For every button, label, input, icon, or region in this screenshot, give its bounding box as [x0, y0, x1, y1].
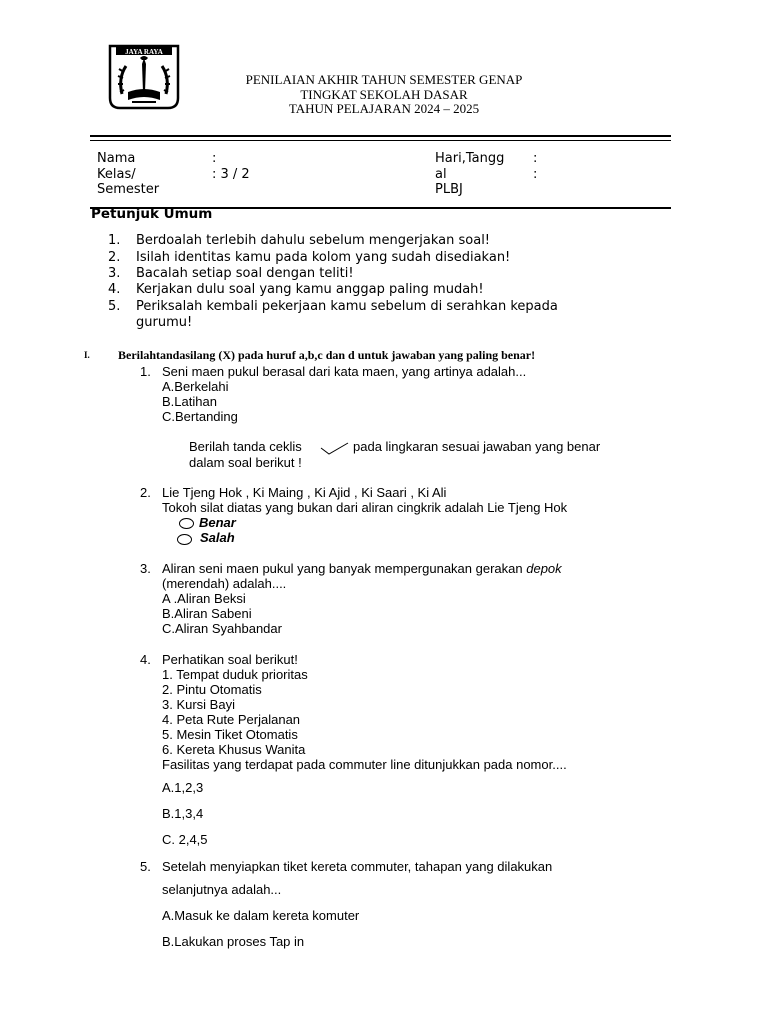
- petunjuk-item-5-cont: gurumu!: [136, 315, 193, 330]
- q4-number: 4.: [140, 652, 151, 667]
- section-title: Berilahtandasilang (X) pada huruf a,b,c dan d untuk jawaban yang paling benar!: [118, 348, 536, 362]
- checkmark-icon: [320, 442, 350, 456]
- hari-tanggal-label-cont: al: [435, 167, 447, 182]
- section-numeral: I.: [84, 350, 90, 360]
- petunjuk-num-5: 5.: [108, 299, 121, 314]
- q3-option-b: B.Aliran Sabeni: [162, 606, 252, 621]
- q2-number: 2.: [140, 485, 151, 500]
- logo-text: JAYA RAYA: [125, 48, 163, 56]
- subject-label: PLBJ: [435, 182, 463, 197]
- q1-option-a: A.Berkelahi: [162, 379, 229, 394]
- semester-label: Semester: [97, 182, 160, 197]
- q3-option-a: A .Aliran Beksi: [162, 591, 246, 606]
- header-title-line3: TAHUN PELAJARAN 2024 – 2025: [288, 101, 480, 116]
- q2-benar-radio[interactable]: [179, 518, 194, 529]
- kelas-value: : 3 / 2: [212, 167, 250, 182]
- plbj-colon: :: [533, 167, 538, 182]
- petunjuk-num-2: 2.: [108, 250, 121, 265]
- petunjuk-item-5: Periksalah kembali pekerjaan kamu sebelum di serahkan kepada: [136, 299, 558, 314]
- q4-question: Fasilitas yang terdapat pada commuter line ditunjukkan pada nomor....: [162, 757, 567, 772]
- q5-option-b: B.Lakukan proses Tap in: [162, 934, 305, 949]
- q1-option-b: B.Latihan: [162, 394, 217, 409]
- q5-number: 5.: [140, 859, 151, 874]
- q4-option-c: C. 2,4,5: [162, 832, 208, 847]
- hari-tanggal-label: Hari,Tangg: [435, 151, 505, 166]
- q3-text: [162, 561, 562, 576]
- q4-text: Perhatikan soal berikut!: [162, 652, 298, 667]
- instruction-text-1: Berilah tanda ceklis: [189, 439, 302, 454]
- petunjuk-num-1: 1.: [108, 233, 121, 248]
- header-rule-thin: [90, 140, 671, 141]
- hari-tanggal-colon: :: [533, 151, 538, 166]
- q5-option-a: A.Masuk ke dalam kereta komuter: [162, 908, 360, 923]
- petunjuk-item-3: Bacalah setiap soal dengan teliti!: [136, 266, 354, 281]
- q1-option-c: C.Bertanding: [162, 409, 238, 424]
- header-title-line2: TINGKAT SEKOLAH DASAR: [300, 87, 468, 102]
- header-rule-thick: [90, 135, 671, 137]
- q3-option-c: C.Aliran Syahbandar: [162, 621, 282, 636]
- q2-salah-label: Salah: [200, 530, 235, 545]
- q2-salah-radio[interactable]: [177, 534, 192, 545]
- q5-text-cont: selanjutnya adalah...: [162, 882, 282, 897]
- petunjuk-num-3: 3.: [108, 266, 121, 281]
- q3-number: 3.: [140, 561, 151, 576]
- header-title-line1: PENILAIAN AKHIR TAHUN SEMESTER GENAP: [245, 72, 523, 87]
- q4-option-b: B.1,3,4: [162, 806, 204, 821]
- petunjuk-item-1: Berdoalah terlebih dahulu sebelum mengerjakan soal!: [136, 233, 491, 248]
- q2-benar-label: Benar: [199, 515, 236, 530]
- q4-list-item-5: 5. Mesin Tiket Otomatis: [162, 727, 298, 742]
- q1-number: 1.: [140, 364, 151, 379]
- kelas-label: Kelas/: [97, 167, 136, 182]
- q3-text-italic: depok: [526, 561, 562, 576]
- petunjuk-item-4: Kerjakan dulu soal yang kamu anggap paling mudah!: [136, 282, 484, 297]
- instruction-text-line2: dalam soal berikut !: [189, 455, 302, 470]
- nama-label: Nama: [97, 151, 136, 166]
- q2-statement: Tokoh silat diatas yang bukan dari aliran cingkrik adalah Lie Tjeng Hok: [162, 500, 568, 515]
- q4-list-item-3: 3. Kursi Bayi: [162, 697, 235, 712]
- instruction-text-2: pada lingkaran sesuai jawaban yang benar: [353, 439, 601, 454]
- q4-list-item-4: 4. Peta Rute Perjalanan: [162, 712, 301, 727]
- petunjuk-num-4: 4.: [108, 282, 121, 297]
- nama-colon: :: [212, 151, 217, 166]
- petunjuk-title: Petunjuk Umum: [91, 206, 213, 222]
- q4-list-item-2: 2. Pintu Otomatis: [162, 682, 262, 697]
- q1-text: Seni maen pukul berasal dari kata maen, yang artinya adalah...: [162, 364, 527, 379]
- q3-text-main: Aliran seni maen pukul yang banyak mempergunakan gerakan: [162, 561, 527, 576]
- q4-list-item-6: 6. Kereta Khusus Wanita: [162, 742, 306, 757]
- q4-list-item-1: 1. Tempat duduk prioritas: [162, 667, 308, 682]
- q5-text: Setelah menyiapkan tiket kereta commuter, tahapan yang dilakukan: [162, 859, 553, 874]
- jaya-raya-logo: [106, 44, 182, 112]
- petunjuk-item-2: Isilah identitas kamu pada kolom yang sudah disediakan!: [136, 250, 511, 265]
- q2-text: Lie Tjeng Hok , Ki Maing , Ki Ajid , Ki Saari , Ki Ali: [162, 485, 447, 500]
- q4-option-a: A.1,2,3: [162, 780, 204, 795]
- q3-text-cont: (merendah) adalah....: [162, 576, 287, 591]
